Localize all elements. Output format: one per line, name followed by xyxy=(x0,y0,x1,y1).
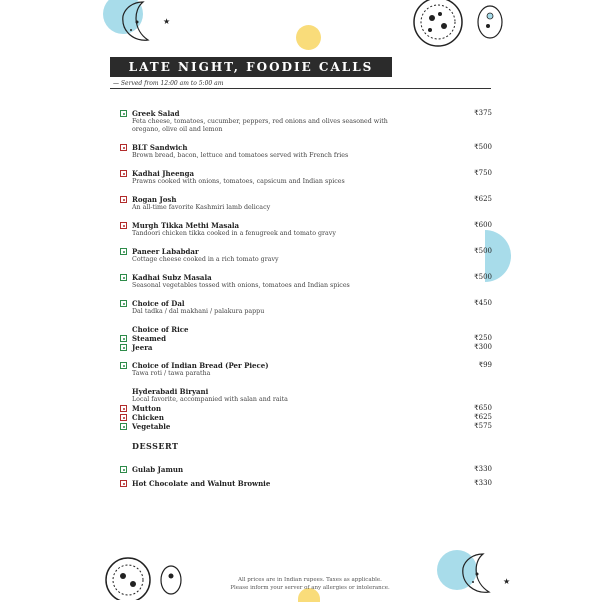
item-name: Paneer Lababdar xyxy=(132,247,199,256)
menu-item xyxy=(120,273,492,290)
item-name: Choice of Indian Bread (Per Piece) xyxy=(132,361,269,370)
menu-item xyxy=(120,479,492,488)
item-price: ₹500 xyxy=(474,273,492,281)
veg-icon xyxy=(120,274,127,281)
item-price: ₹450 xyxy=(474,299,492,307)
veg-icon xyxy=(120,300,127,307)
menu-option xyxy=(120,404,492,413)
item-name: Hot Chocolate and Walnut Brownie xyxy=(132,479,271,488)
group-description: Local favorite, accompanied with salan and raita xyxy=(132,396,288,403)
menu-group-biryani xyxy=(120,387,492,431)
page-title: LATE NIGHT, FOODIE CALLS xyxy=(128,60,374,74)
menu-item xyxy=(120,361,492,378)
item-price: ₹500 xyxy=(474,143,492,151)
item-name: Rogan Josh xyxy=(132,195,177,204)
svg-text:★: ★ xyxy=(163,17,171,26)
item-name: Kadhai Jheenga xyxy=(132,169,195,178)
menu-list xyxy=(120,109,492,488)
non-veg-icon xyxy=(120,222,127,229)
veg-icon xyxy=(120,248,127,255)
menu-item xyxy=(120,465,492,474)
section-heading-dessert: DESSERT xyxy=(132,441,179,451)
non-veg-icon xyxy=(120,170,127,177)
option-price: ₹250 xyxy=(474,334,492,342)
non-veg-icon xyxy=(120,196,127,203)
item-name: BLT Sandwich xyxy=(132,143,188,152)
non-veg-icon xyxy=(120,414,127,421)
menu-item xyxy=(120,247,492,264)
item-description: Cottage cheese cooked in a rich tomato gravy xyxy=(132,256,279,263)
item-price: ₹330 xyxy=(474,479,492,487)
menu-item xyxy=(120,143,492,160)
menu-item xyxy=(120,221,492,238)
item-price: ₹375 xyxy=(474,109,492,117)
menu-option xyxy=(120,334,492,343)
item-description: Tandoori chicken tikka cooked in a fenugreek and tomato gravy xyxy=(132,230,336,237)
option-name: Chicken xyxy=(132,413,164,422)
footer-note xyxy=(200,576,420,592)
item-name: Gulab Jamun xyxy=(132,465,184,474)
veg-icon xyxy=(120,335,127,342)
footer-line: Please inform your server of any allergies or intolerance. xyxy=(230,585,390,591)
group-title: Choice of Rice xyxy=(132,325,189,334)
item-name: Murgh Tikka Methi Masala xyxy=(132,221,240,230)
item-description: Tawa roti / tawa paratha xyxy=(132,370,211,377)
yellow-dot-icon xyxy=(296,25,321,50)
menu-item xyxy=(120,195,492,212)
veg-icon xyxy=(120,362,127,369)
item-description: Seasonal vegetables tossed with onions, tomatoes and Indian spices xyxy=(132,282,350,289)
option-price: ₹650 xyxy=(474,404,492,412)
option-price: ₹300 xyxy=(474,343,492,351)
item-price: ₹750 xyxy=(474,169,492,177)
option-price: ₹625 xyxy=(474,413,492,421)
item-price: ₹600 xyxy=(474,221,492,229)
veg-icon xyxy=(120,344,127,351)
menu-item xyxy=(120,169,492,186)
veg-icon xyxy=(120,466,127,473)
item-name: Kadhai Subz Masala xyxy=(132,273,212,282)
svg-text:★: ★ xyxy=(503,577,511,586)
group-title: Hyderabadi Biryani xyxy=(132,387,209,396)
item-description: Dal tadka / dal makhani / palakura pappu xyxy=(132,308,265,315)
option-price: ₹575 xyxy=(474,422,492,430)
item-description: Feta cheese, tomatoes, cucumber, peppers, red onions and olives seasoned with oregano, olive oil and lemon xyxy=(132,118,388,133)
menu-item xyxy=(120,109,492,134)
service-hours-text: Served from 12:00 am to 5:00 am xyxy=(120,80,224,87)
option-name: Mutton xyxy=(132,404,162,413)
non-veg-icon xyxy=(120,480,127,487)
menu-option xyxy=(120,413,492,422)
veg-icon xyxy=(120,423,127,430)
item-price: ₹500 xyxy=(474,247,492,255)
item-name: Choice of Dal xyxy=(132,299,185,308)
option-name: Steamed xyxy=(132,334,167,343)
title-banner xyxy=(110,57,392,77)
menu-group-rice xyxy=(120,325,492,352)
non-veg-icon xyxy=(120,405,127,412)
pizza-illustration-icon xyxy=(410,0,520,60)
veg-icon xyxy=(120,110,127,117)
item-description: Brown bread, bacon, lettuce and tomatoes served with French fries xyxy=(132,152,349,159)
moon-illustration-icon xyxy=(103,0,183,50)
menu-option xyxy=(120,422,492,431)
service-hours: — Served from 12:00 am to 5:00 am xyxy=(113,80,224,87)
item-price: ₹330 xyxy=(474,465,492,473)
item-price: ₹625 xyxy=(474,195,492,203)
item-name: Greek Salad xyxy=(132,109,180,118)
item-description: An all-time favorite Kashmiri lamb delicacy xyxy=(132,204,271,211)
option-name: Jeera xyxy=(132,343,153,352)
footer-line: All prices are in Indian rupees. Taxes as applicable. xyxy=(238,577,382,583)
item-price: ₹99 xyxy=(478,361,492,369)
divider xyxy=(110,88,491,89)
non-veg-icon xyxy=(120,144,127,151)
moon-illustration-icon xyxy=(435,548,515,600)
item-description: Prawns cooked with onions, tomatoes, capsicum and Indian spices xyxy=(132,178,345,185)
menu-item xyxy=(120,299,492,316)
menu-option xyxy=(120,343,492,352)
pizza-illustration-icon xyxy=(103,550,193,600)
option-name: Vegetable xyxy=(132,422,171,431)
